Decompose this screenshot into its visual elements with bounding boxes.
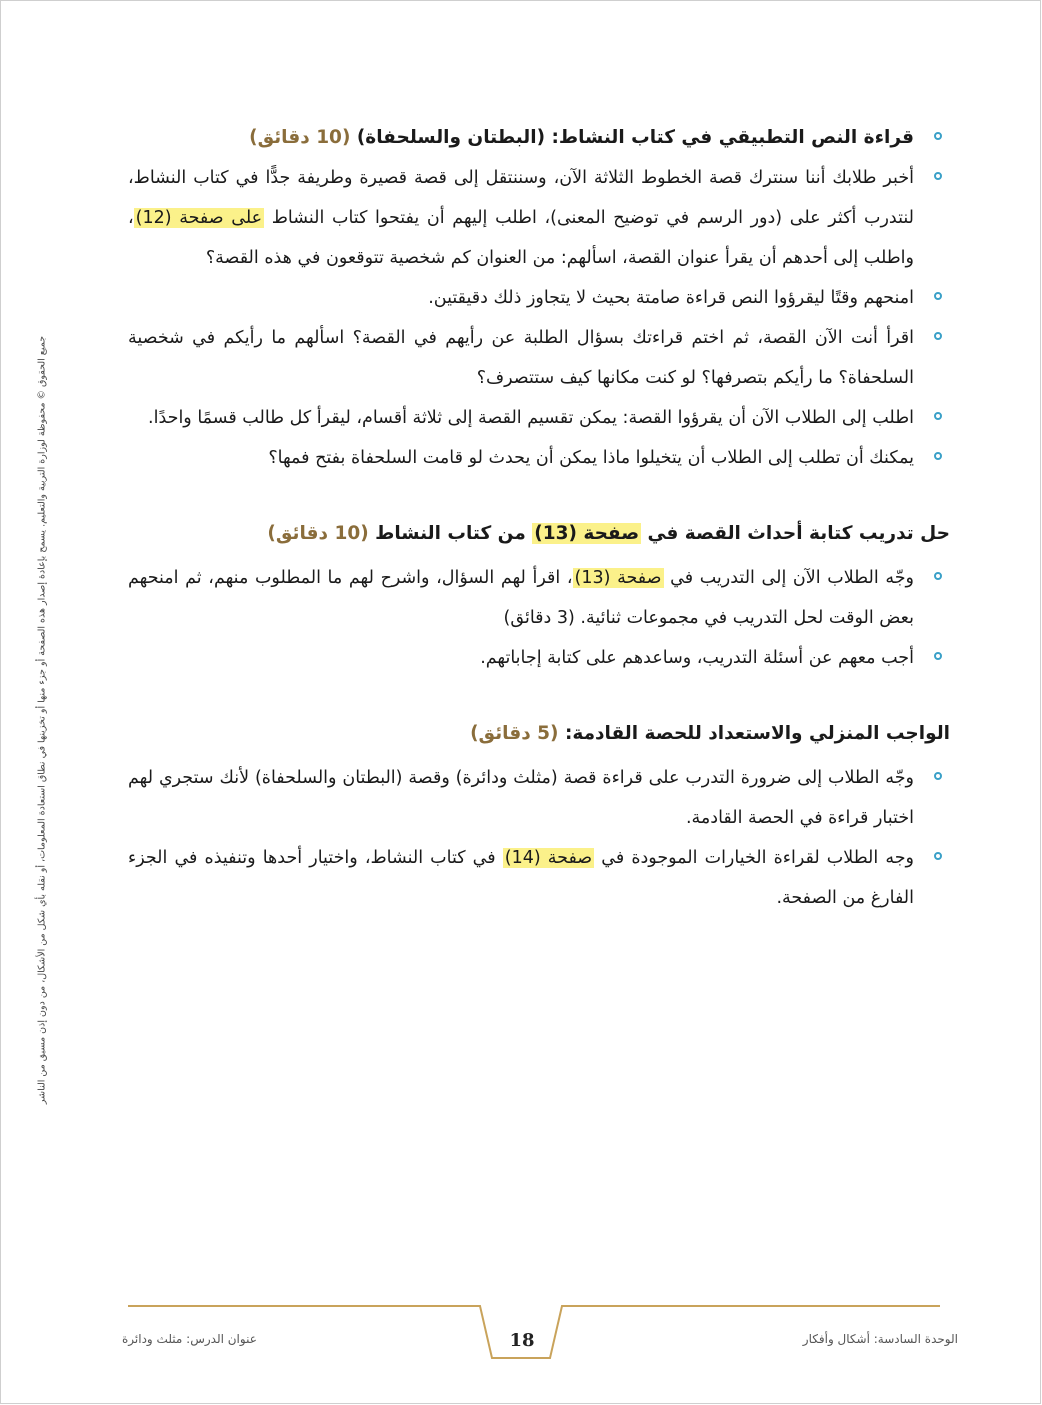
circle-bullet-icon (934, 412, 942, 420)
page-reference-highlight: على صفحة (12) (135, 208, 263, 228)
list-item (128, 638, 950, 678)
section-exercise-list (128, 558, 950, 678)
footer-lesson-title: عنوان الدرس: مثلث ودائرة (122, 1332, 257, 1346)
item-text: ، اقرأ لهم السؤال، واشرح لهم ما المطلوب منهم، ثم امنحهم بعض الوقت لحل التدريب في مجموعات ثنائية. (3 دقائق) (128, 568, 914, 628)
heading-text: قراءة النص التطبيقي في كتاب النشاط: (البطتان والسلحفاة) (350, 127, 914, 148)
section-reading (128, 118, 950, 478)
circle-bullet-icon (934, 172, 942, 180)
section-homework-list (128, 758, 950, 918)
list-item (128, 758, 950, 838)
item-text: يمكنك أن تطلب إلى الطلاب أن يتخيلوا ماذا يمكن أن يحدث لو قامت السلحفاة بفتح فمها؟ (268, 448, 914, 468)
item-text: في كتاب النشاط، واختيار أحدها وتنفيذه في الجزء الفارغ من الصفحة. (128, 848, 914, 908)
circle-bullet-icon (934, 652, 942, 660)
heading-time: (5 دقائق) (470, 723, 559, 744)
item-text: أخبر طلابك أننا سنترك قصة الخطوط الثلاثة الآن، وسننتقل إلى قصة قصيرة وطريفة جدًّا في كتاب النشاط، لنتدرب أكثر على (دور الرسم في توضيح المعنى)، اطلب إليهم أن يفتحوا كتاب النشاط (128, 168, 914, 228)
section-heading (249, 127, 914, 148)
list-item (128, 438, 950, 478)
item-text: وجّه الطلاب إلى ضرورة التدرب على قراءة قصة (مثلث ودائرة) وقصة (البطتان والسلحفاة) لأنك ستجري لهم اختبار قراءة في الحصة القادمة. (128, 768, 914, 828)
circle-bullet-icon (934, 852, 942, 860)
item-text: اطلب إلى الطلاب الآن أن يقرؤوا القصة: يمكن تقسيم القصة إلى ثلاثة أقسام، ليقرأ كل طالب قسمًا واحدًا. (148, 408, 914, 428)
list-item (128, 838, 950, 918)
list-item (128, 318, 950, 398)
item-text: اقرأ أنت الآن القصة، ثم اختم قراءتك بسؤال الطلبة عن رأيهم في القصة؟ اسألهم ما رأيكم في شخصية السلحفاة؟ ما رأيكم بتصرفها؟ لو كنت مكانها كيف ستتصرف؟ (128, 328, 914, 388)
copyright-text: جميع الحقوق © محفوظة لوزارة التربية والتعليم. يسمح بإعادة إصدار هذه الصفحة أو جزء منها أو تخزينها في نطاق استعادة المعلومات، أو نقله بأي شكل من الأشكال، من دون إذن مسبق من الناشر (36, 335, 48, 1105)
copyright-side-note (30, 330, 54, 1110)
footer-unit-title: الوحدة السادسة: أشكال وأفكار (802, 1332, 958, 1346)
page-reference-highlight: صفحة (14) (504, 848, 593, 868)
section-exercise (128, 516, 950, 678)
item-text: امنحهم وقتًا ليقرؤوا النص قراءة صامتة بحيث لا يتجاوز ذلك دقيقتين. (428, 288, 914, 308)
heading-text: حل تدريب كتابة أحداث القصة في (641, 523, 950, 544)
item-text: أجب معهم عن أسئلة التدريب، وساعدهم على كتابة إجاباتهم. (480, 648, 914, 668)
page-content (128, 118, 950, 956)
list-item (128, 158, 950, 278)
section-heading (128, 716, 950, 752)
heading-text: الواجب المنزلي والاستعداد للحصة القادمة: (558, 723, 950, 744)
heading-time: (10 دقائق) (249, 127, 351, 148)
circle-bullet-icon (934, 132, 942, 140)
section-heading (128, 516, 950, 552)
list-item (128, 278, 950, 318)
item-text: ، واطلب إلى أحدهم أن يقرأ عنوان القصة، اسألهم: من العنوان كم شخصية تتوقعون في هذه القصة؟ (128, 208, 914, 268)
circle-bullet-icon (934, 572, 942, 580)
circle-bullet-icon (934, 292, 942, 300)
item-text: وجّه الطلاب الآن إلى التدريب في (663, 568, 915, 588)
section-reading-heading-item (128, 118, 950, 158)
section-reading-list (128, 118, 950, 478)
page-reference-highlight: صفحة (13) (534, 523, 640, 544)
heading-time: (10 دقائق) (267, 523, 369, 544)
page-footer (0, 1300, 1042, 1380)
item-text: وجه الطلاب لقراءة الخيارات الموجودة في (594, 848, 914, 868)
circle-bullet-icon (934, 772, 942, 780)
page-reference-highlight: صفحة (13) (574, 568, 662, 588)
page-number: 18 (509, 1330, 535, 1351)
circle-bullet-icon (934, 332, 942, 340)
section-homework (128, 716, 950, 918)
list-item (128, 558, 950, 638)
circle-bullet-icon (934, 452, 942, 460)
heading-text: من كتاب النشاط (368, 523, 533, 544)
list-item (128, 398, 950, 438)
